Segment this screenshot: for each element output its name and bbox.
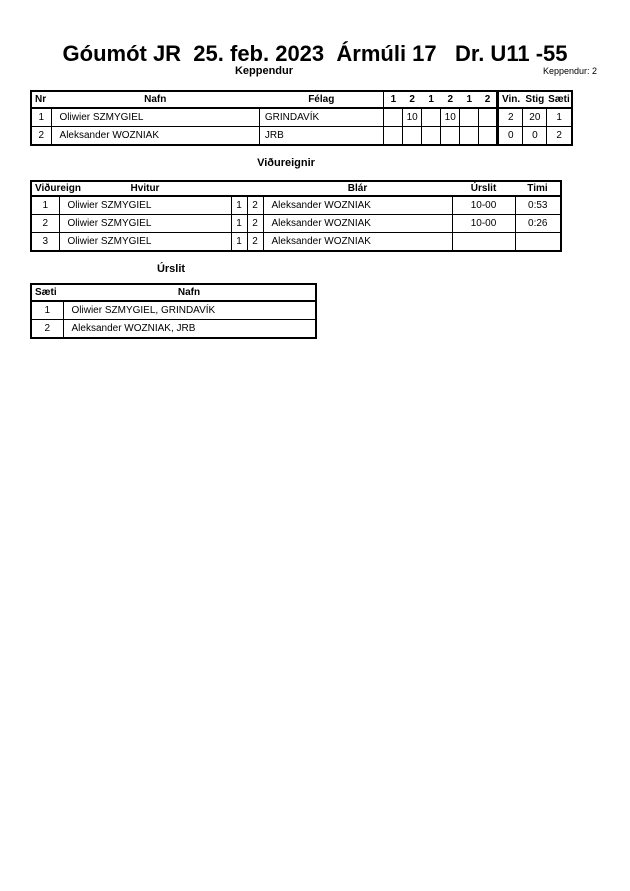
time-cell (515, 233, 561, 252)
place-cell: 1 (547, 108, 572, 127)
table-row (31, 233, 561, 252)
wins-cell: 2 (498, 108, 523, 127)
score-cell: 10 (441, 108, 460, 127)
blue-competitor: Aleksander WOZNIAK (263, 215, 452, 233)
blue-number: 2 (247, 233, 263, 252)
place-cell: 1 (31, 301, 63, 320)
points-cell: 0 (523, 127, 547, 146)
urslit-header-row (31, 284, 316, 301)
score-cell (479, 108, 498, 127)
col-header-nafn: Nafn (63, 284, 316, 301)
table-row (31, 108, 572, 127)
blue-competitor: Aleksander WOZNIAK (263, 196, 452, 215)
white-number: 1 (231, 196, 247, 215)
blue-competitor: Aleksander WOZNIAK (263, 233, 452, 252)
white-number: 1 (231, 233, 247, 252)
result-name: Aleksander WOZNIAK, JRB (63, 320, 316, 339)
col-header-stig: Stig (523, 91, 547, 108)
col-header-nr: Nr (31, 91, 51, 108)
competitor-club: GRINDAVÍK (259, 108, 383, 127)
score-cell (403, 127, 422, 146)
col-header-hvitur: Hvitur (59, 181, 231, 196)
table-row (31, 320, 316, 339)
place-cell: 2 (31, 320, 63, 339)
section-title-urslit: Úrslit (156, 263, 186, 275)
match-nr: 1 (31, 196, 59, 215)
col-header-timi: Timi (515, 181, 561, 196)
col-header-spacer-2 (247, 181, 263, 196)
col-header-round-2: 2 (403, 91, 422, 108)
competitor-name: Aleksander WOZNIAK (51, 127, 259, 146)
score-cell (460, 108, 479, 127)
blue-number: 2 (247, 215, 263, 233)
section-title-keppendur: Keppendur (234, 65, 294, 77)
col-header-vidureign: Viðureign (31, 181, 59, 196)
col-header-spacer-1 (231, 181, 247, 196)
competitor-nr: 1 (31, 108, 51, 127)
col-header-saeti: Sæti (547, 91, 572, 108)
points-cell: 20 (523, 108, 547, 127)
col-header-blar: Blár (263, 181, 452, 196)
wins-cell: 0 (498, 127, 523, 146)
col-header-vin: Vin. (498, 91, 523, 108)
result-cell: 10-00 (452, 215, 515, 233)
urslit-table (30, 283, 317, 339)
white-competitor: Oliwier SZMYGIEL (59, 233, 231, 252)
score-cell: 10 (403, 108, 422, 127)
col-header-round-1: 1 (384, 91, 403, 108)
table-row (31, 301, 316, 320)
competitor-name: Oliwier SZMYGIEL (51, 108, 259, 127)
match-nr: 3 (31, 233, 59, 252)
result-name: Oliwier SZMYGIEL, GRINDAVÍK (63, 301, 316, 320)
col-header-round-3: 1 (422, 91, 441, 108)
table-row (31, 215, 561, 233)
col-header-round-5: 1 (460, 91, 479, 108)
result-cell (452, 233, 515, 252)
page-title: Góumót JR 25. feb. 2023 Ármúli 17 Dr. U11 -55 (62, 41, 568, 66)
white-competitor: Oliwier SZMYGIEL (59, 196, 231, 215)
match-nr: 2 (31, 215, 59, 233)
place-cell: 2 (547, 127, 572, 146)
keppendur-table (30, 90, 573, 146)
score-cell (384, 108, 403, 127)
white-competitor: Oliwier SZMYGIEL (59, 215, 231, 233)
score-cell (479, 127, 498, 146)
col-header-felag: Félag (259, 91, 383, 108)
col-header-saeti: Sæti (31, 284, 63, 301)
col-header-round-6: 2 (479, 91, 498, 108)
col-header-round-4: 2 (441, 91, 460, 108)
blue-number: 2 (247, 196, 263, 215)
score-cell (422, 108, 441, 127)
result-cell: 10-00 (452, 196, 515, 215)
vidureignir-header-row (31, 181, 561, 196)
score-cell (441, 127, 460, 146)
time-cell: 0:53 (515, 196, 561, 215)
section-title-vidureignir: Viðureignir (257, 157, 315, 169)
table-row (31, 196, 561, 215)
competitor-nr: 2 (31, 127, 51, 146)
score-cell (422, 127, 441, 146)
white-number: 1 (231, 215, 247, 233)
time-cell: 0:26 (515, 215, 561, 233)
vidureignir-table (30, 180, 562, 252)
score-cell (384, 127, 403, 146)
col-header-nafn: Nafn (51, 91, 259, 108)
score-cell (460, 127, 479, 146)
competitors-count-label: Keppendur: 2 (542, 66, 597, 76)
table-row (31, 127, 572, 146)
col-header-urslit: Úrslit (452, 181, 515, 196)
keppendur-header-row (31, 91, 572, 108)
competitor-club: JRB (259, 127, 383, 146)
